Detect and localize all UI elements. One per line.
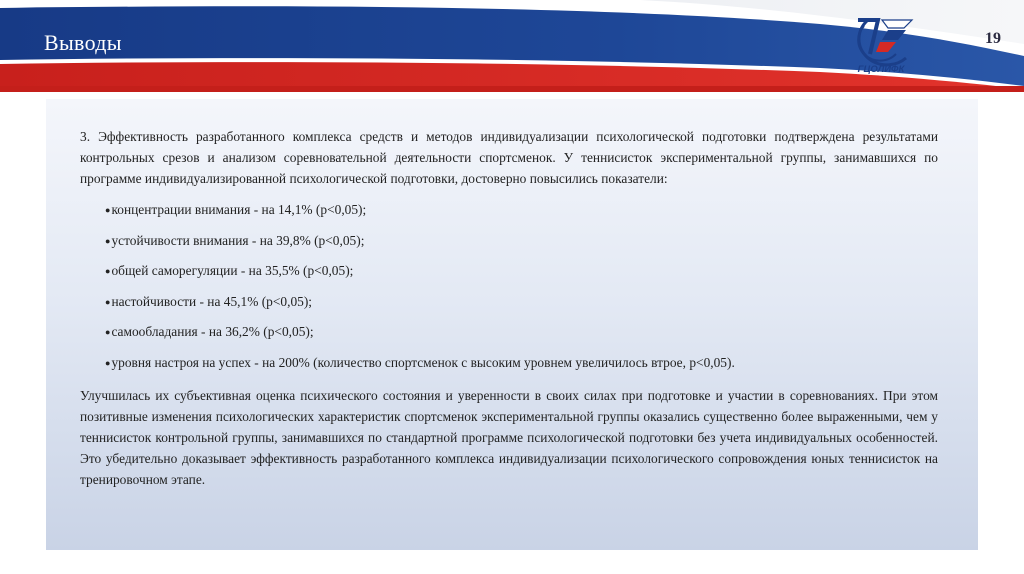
bullet-icon: ● — [105, 357, 111, 368]
gcolifk-logo-icon — [848, 14, 914, 76]
bullet-icon: ● — [105, 327, 111, 337]
bullet-icon: ● — [105, 266, 111, 276]
list-item: ●общей саморегуляции - на 35,5% (р<0,05); — [105, 263, 354, 278]
university-logo — [848, 14, 914, 76]
list-item: ●уровня настроя на успех - на 200% (количество спортсменок с высоким уровнем увеличилось втрое, р<0,05). — [105, 354, 735, 370]
list-item: ●самообладания - на 36,2% (р<0,05); — [105, 324, 314, 339]
content-text — [80, 126, 938, 490]
list-item: ●настойчивости - на 45,1% (р<0,05); — [105, 293, 313, 309]
results-list — [80, 199, 938, 373]
list-item: ●концентрации внимания - на 14,1% (р<0,05); — [105, 202, 367, 217]
bullet-icon: ● — [105, 235, 111, 246]
page-title: Выводы — [44, 30, 122, 55]
bullet-icon: ● — [105, 296, 111, 307]
list-item: ●устойчивости внимания - на 39,8% (р<0,05); — [105, 232, 365, 248]
intro-paragraph: 3. Эффективность разработанного комплекса средств и методов индивидуализации психологической подготовки подтверждена результатами контрольных срезов и анализом соревновательной деятельности спортсменок. У теннисисток экспериментальной группы, занимавшихся по программе индивидуализированной психологической подготовки, достоверно повысились показатели: — [80, 129, 938, 186]
conclusion-paragraph: Улучшилась их субъективная оценка психического состояния и уверенности в своих силах при подготовке и участии в соревнованиях. При этом позитивные изменения психологических характеристик спортсменок экспериментальной группы оказались существенно более выраженными, чем у теннисисток контрольной группы, занимавшихся по стандартной программе психологической подготовки без учета индивидуальных особенностей. Это убедительно доказывает эффективность разработанного комплекса индивидуализации психологического сопровождения юных теннисисток на тренировочном этапе. — [80, 387, 938, 487]
bullet-icon: ● — [105, 205, 111, 215]
page-number: 19 — [985, 30, 1001, 47]
logo-text: ГЦОЛИФК — [857, 64, 905, 75]
